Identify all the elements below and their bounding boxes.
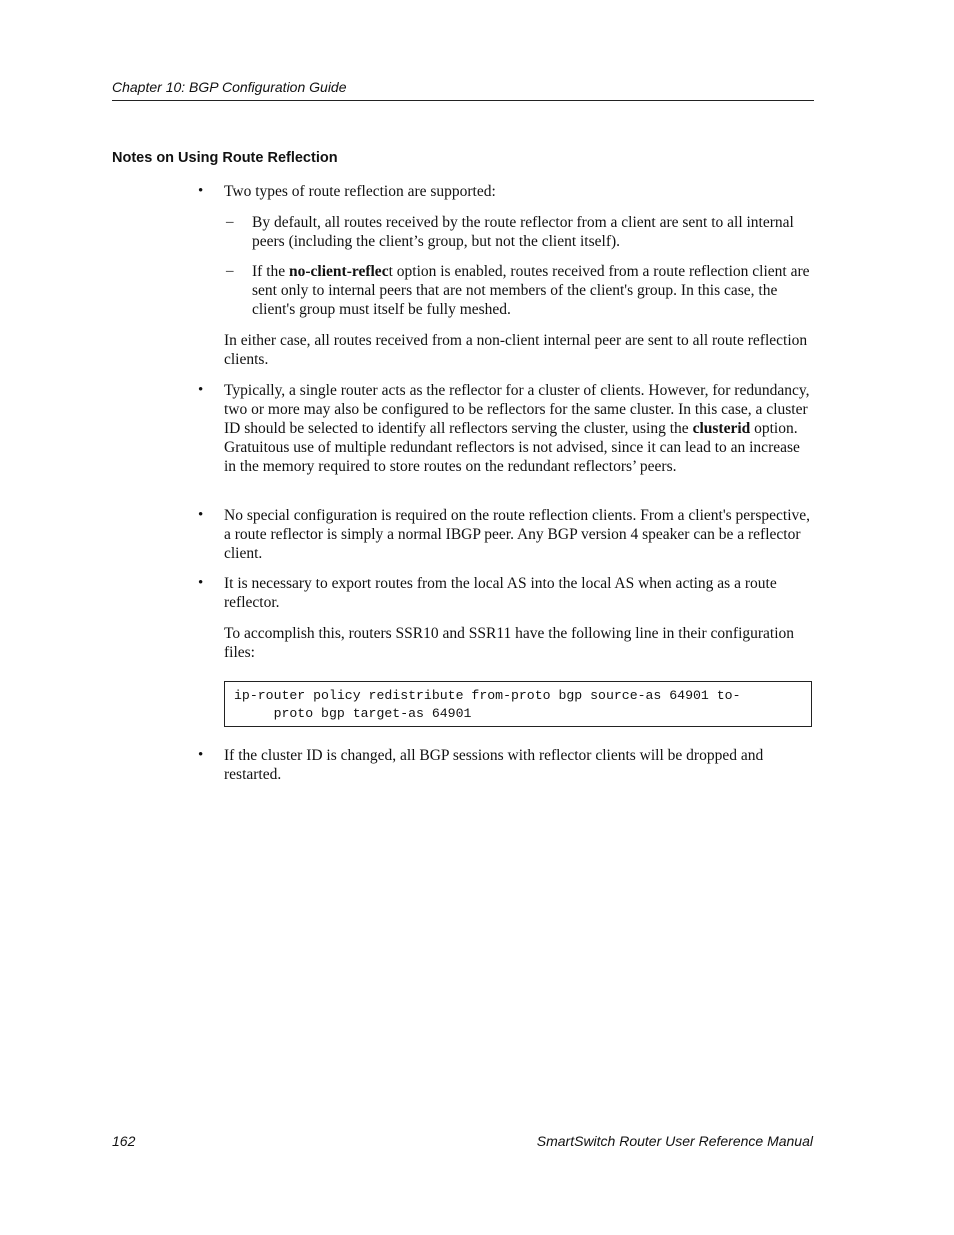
bullet-4-marker: • <box>198 575 204 591</box>
bullet-1-marker: • <box>198 183 204 199</box>
bullet-4-text: It is necessary to export routes from the local AS into the local AS when acting as a route reflector. <box>224 575 777 611</box>
sub-item-1-text: By default, all routes received by the route reflector from a client are sent to all internal peers (including the client’s group, but not the client itself). <box>252 214 794 250</box>
sub-item-2-post: t option is enabled, routes received from a route reflection client are sent only to internal peers that are not members of the client's group. In this case, the client's group must itself be fully meshed. <box>252 263 810 318</box>
bullet-5-text: If the cluster ID is changed, all BGP sessions with reflector clients will be dropped and restarted. <box>224 747 764 783</box>
sub-item-2-text <box>252 262 814 319</box>
running-header: Chapter 10: BGP Configuration Guide <box>112 79 814 101</box>
sub-item-2-pre: If the <box>252 263 290 280</box>
bullet-5-marker: • <box>198 747 204 763</box>
sub-item-2-marker: – <box>226 263 234 279</box>
bullet-1-followup: In either case, all routes received from a non-client internal peer are sent to all route reflection clients. <box>224 332 808 368</box>
bullet-3-marker: • <box>198 507 204 523</box>
bullet-1-text: Two types of route reflection are supported: <box>224 183 496 200</box>
bullet-2-marker: • <box>198 382 204 398</box>
page-number: 162 <box>112 1133 136 1149</box>
section-title: Notes on Using Route Reflection <box>112 150 338 166</box>
code-block: ip-router policy redistribute from-proto bgp source-as 64901 to- proto bgp target-as 64901 <box>224 681 812 727</box>
bullet-2-post: option. Gratuitous use of multiple redundant reflectors is not advised, since it can lead to an increase in the memory required to store routes on the redundant reflectors’ peers. <box>224 420 800 475</box>
bullet-2-text <box>224 381 814 476</box>
manual-title: SmartSwitch Router User Reference Manual <box>536 1133 813 1149</box>
bullet-3-text: No special configuration is required on the route reflection clients. From a client's perspective, a route reflector is simply a normal IBGP peer. Any BGP version 4 speaker can be a reflector client. <box>224 507 811 562</box>
sub-item-1-marker: – <box>226 214 234 230</box>
bullet-4-followup: To accomplish this, routers SSR10 and SSR11 have the following line in their configuration files: <box>224 625 795 661</box>
bullet-2-pre: Typically, a single router acts as the reflector for a cluster of clients. However, for redundancy, two or more may also be configured to be reflectors for the same cluster. In this case, a cluster ID should be selected to identify all reflectors serving the cluster, using the <box>224 382 810 437</box>
clusterid-option: clusterid <box>692 420 751 437</box>
no-client-reflect-option: no-client-reflec <box>289 263 389 280</box>
